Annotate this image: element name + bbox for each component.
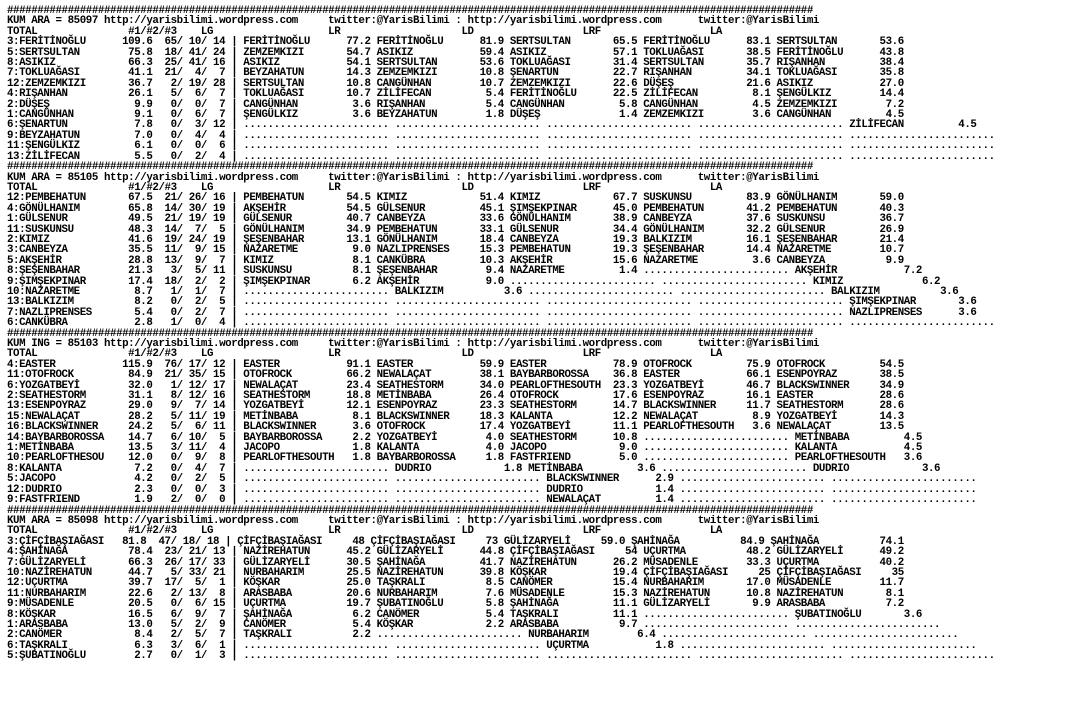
race-results-report [7,6,995,662]
horse-row: 4:ŞAHİNAĞA 78.4 23/ 21/ 13 | NAZİREHATUN 45.2 GÜLİZARYELİ 44.8 ÇİFÇİBAŞIAĞASI 54 UÇURTMA 48.2 GÜLİZARYELİ 49.2 [7,546,904,559]
horse-row: 12:DUDRIO 2.3 0/ 0/ 3 | ........................ ........................ DUDRIO 1.4 ........................ ........................ [7,483,977,496]
horse-row: 6:ŞENARTUN 7.8 0/ 3/ 12 | ........................ ........................ ........................ ........................ ZİLİFECAN 4.5 [7,119,977,132]
horse-row: 1:METİNBABA 13.5 3/ 11/ 4 | JACOPO 1.8 KALANTA 4.0 JACOPO 9.0 ........................ KALANTA 4.5 [7,442,922,455]
horse-row: 10:NAZARETME 8.7 1/ 1/ 7 | ........................ BALKIZIM 3.6 ........................ ........................ BALKIZIM 3.6 [7,285,959,298]
horse-row: 7:TOKLUAĞASI 41.1 21/ 4/ 7 | BEYZAHATUN 14.3 ZEMZEMKIZI 10.8 ŞENARTUN 22.7 RIŞANHAN 34.1 TOKLUAĞASI 35.8 [7,67,904,80]
horse-row: 6:YOZGATBEYİ 32.0 1/ 12/ 17 | NEWALAÇAT 23.4 SEATHESTORM 34.0 PEARLOFTHESOUTH 23.3 YOZGATBEYİ 46.7 BLACKSWINNER 34.9 [7,379,904,392]
horse-row: 8:KALANTA 7.2 0/ 4/ 7 | ........................ DUDRIO 1.8 METİNBABA 3.6 ........................ DUDRIO 3.6 [7,462,941,475]
horse-row: 16:BLACKSWINNER 24.2 5/ 6/ 11 | BLACKSWINNER 3.6 OTOFROCK 17.4 YOZGATBEYİ 11.1 PEARLOFTHESOUTH 3.6 NEWALAÇAT 13.5 [7,421,904,434]
horse-row: 5:ŞUBATINOĞLU 2.7 0/ 1/ 3 | ........................ ........................ ........................ ........................ ........................ [7,650,995,663]
horse-row: 13:ESENPOYRAZ 29.0 9/ 7/ 14 | YOZGATBEYİ 12.1 ESENPOYRAZ 23.3 SEATHESTORM 14.7 BLACKSWINNER 11.7 SEATHESTORM 28.6 [7,400,904,413]
horse-row: 10:PEARLOFTHESOU 12.0 0/ 9/ 8 | PEARLOFTHESOUTH 1.8 BAYBARBOROSSA 1.8 FASTFRIEND 5.0 ........................ PEARLOFTHESOUTH 3.6 [7,452,922,465]
horse-row: 13:ZİLİFECAN 5.5 0/ 2/ 4 | ........................ ........................ ........................ ........................ ........................ [7,150,995,163]
horse-row: 2:DÜŞEŞ 9.9 0/ 0/ 7 | CANGÜNHAN 3.6 RIŞANHAN 5.4 CANGÜNHAN 5.8 CANGÜNHAN 4.5 ZEMZEMKIZI 7.2 [7,98,904,111]
section-separator: ##################################################################################################################################### [7,161,813,174]
horse-row: 5:AKŞEHİR 28.8 13/ 9/ 7 | KIMIZ 8.1 CANKÜBRA 10.3 AKŞEHİR 15.6 NAZARETME 3.6 CANBEYZA 9.9 [7,254,904,267]
horse-row: 9:MÜSADENLE 20.5 0/ 6/ 15 | UÇURTMA 19.7 ŞUBATINOĞLU 5.8 ŞAHİNAĞA 11.1 GÜLİZARYELİ 9.9 ARASBABA 7.2 [7,598,904,611]
horse-row: 15:NEWALAÇAT 28.2 5/ 11/ 19 | METİNBABA 8.1 BLACKSWINNER 18.3 KALANTA 12.2 NEWALAÇAT 8.9 YOZGATBEYİ 14.3 [7,410,904,423]
horse-row: 11:OTOFROCK 84.9 21/ 35/ 15 | OTOFROCK 66.2 NEWALAÇAT 38.1 BAYBARBOROSSA 36.8 EASTER 66.1 ESENPOYRAZ 38.5 [7,369,904,382]
horse-row: 11:SUSKUNSU 48.3 14/ 7/ 5 | GÖNÜLHANIM 34.9 PEMBEHATUN 33.1 GÜLSENUR 34.4 GÖNÜLHANIM 32.2 GÜLSENUR 26.9 [7,223,904,236]
horse-row: 6:CANKÜBRA 2.8 1/ 0/ 4 | ........................ ........................ ........................ ........................ ........................ [7,317,995,330]
horse-row: 3:ÇİFÇİBAŞIAĞASI 81.8 47/ 18/ 18 | ÇİFÇİBAŞIAĞASI 48 ÇİFÇİBAŞIAĞASI 73 GÜLİZARYELİ 59.0 ŞAHİNAĞA 84.9 ŞAHİNAĞA 74.1 [7,535,904,548]
horse-row: 12:UÇURTMA 39.7 17/ 5/ 1 | KÖŞKAR 25.0 TAŞKRALI 8.5 CANÖMER 15.4 NURBAHARIM 17.0 MÜSADENLE 11.7 [7,577,904,590]
column-header: TOTAL #1/#2/#3 LG LR LD LRF LA [7,525,722,538]
horse-row: 2:SEATHESTORM 31.1 8/ 12/ 16 | SEATHESTORM 18.8 METİNBABA 26.4 OTOFROCK 17.6 ESENPOYRAZ 16.1 EASTER 28.6 [7,390,904,403]
horse-row: 1:GÜLSENUR 49.5 21/ 19/ 19 | GÜLSENUR 40.7 CANBEYZA 33.6 GÖNÜLHANIM 38.9 CANBEYZA 37.6 SUSKUNSU 36.7 [7,213,904,226]
horse-row: 8:ŞEŞENBAHAR 21.3 3/ 5/ 11 | SUSKUNSU 8.1 ŞEŞENBAHAR 9.4 NAZARETME 1.4 ........................ AKŞEHİR 7.2 [7,265,922,278]
section-separator: ##################################################################################################################################### [7,504,813,517]
horse-row: 4:GÖNÜLHANIM 65.8 14/ 30/ 19 | AKŞEHİR 54.5 GÜLSENUR 45.1 ŞIMŞEKPINAR 45.0 PEMBEHATUN 41.2 PEMBEHATUN 40.3 [7,202,904,215]
race-header: KUM ARA = 85097 http://yarisbilimi.wordpress.com twitter:@YarisBilimi : http://yarisbilimi.wordpress.com twitter:@YarisBilimi [7,15,819,28]
horse-row: 4:RIŞANHAN 26.1 5/ 6/ 7 | TOKLUAĞASI 10.7 ZİLİFECAN 5.4 FERİTİNOĞLU 22.5 ZİLİFECAN 8.1 ŞENGÜLKIZ 14.4 [7,88,904,101]
race-header: KUM ING = 85103 http://yarisbilimi.wordpress.com twitter:@YarisBilimi : http://yarisbilimi.wordpress.com twitter:@YarisBilimi [7,338,819,350]
horse-row: 4:EASTER 115.9 76/ 17/ 12 | EASTER 91.1 EASTER 59.9 EASTER 78.9 OTOFROCK 75.9 OTOFROCK 54.5 [7,358,904,371]
horse-row: 2:CANÖMER 8.4 2/ 5/ 7 | TAŞKRALI 2.2 ........................ NURBAHARIM 6.4 ........................ ........................ [7,629,959,642]
horse-row: 9:FASTFRIEND 1.9 2/ 0/ 0 | ........................ ........................ NEWALAÇAT 1.4 ........................ ........................ [7,494,977,507]
horse-row: 9:BEYZAHATUN 7.0 0/ 4/ 4 | ........................ ........................ ........................ ........................ ........................ [7,129,995,142]
section-separator: ##################################################################################################################################### [7,5,813,17]
column-header: TOTAL #1/#2/#3 LG LR LD LRF LA [7,25,722,38]
horse-row: 1:ARASBABA 13.0 5/ 2/ 9 | CANÖMER 5.4 KÖŞKAR 2.2 ARASBABA 9.7 ........................ ........................ [7,618,941,631]
horse-row: 7:GÜLİZARYELİ 66.3 26/ 17/ 33 | GÜLİZARYELİ 30.5 ŞAHİNAĞA 41.7 NAZİREHATUN 26.2 MÜSADENLE 33.3 UÇURTMA 40.2 [7,556,904,569]
race-header: KUM ARA = 85098 http://yarisbilimi.wordpress.com twitter:@YarisBilimi : http://yarisbilimi.wordpress.com twitter:@YarisBilimi [7,514,819,527]
horse-row: 2:KIMIZ 41.6 19/ 24/ 19 | ŞEŞENBAHAR 13.1 GÖNÜLHANIM 18.4 CANBEYZA 19.3 BALKIZIM 16.1 ŞEŞENBAHAR 21.4 [7,233,904,246]
horse-row: 1:CANGÜNHAN 9.1 0/ 6/ 7 | ŞENGÜLKIZ 3.6 BEYZAHATUN 1.8 DÜŞEŞ 1.4 ZEMZEMKIZI 3.6 CANGÜNHAN 4.5 [7,109,904,122]
horse-row: 10:NAZİREHATUN 44.7 5/ 33/ 21 | NURBAHARIM 25.5 NAZİREHATUN 39.8 KÖŞKAR 19.4 ÇİFÇİBAŞIAĞASI 25 ÇİFÇİBAŞIAĞASI 35 [7,566,904,579]
race-header: KUM ARA = 85105 http://yarisbilimi.wordpress.com twitter:@YarisBilimi : http://yarisbilimi.wordpress.com twitter:@YarisBilimi [7,171,819,184]
horse-row: 5:SERTSULTAN 75.8 18/ 41/ 24 | ZEMZEMKIZI 54.7 ASIKIZ 59.4 ASIKIZ 57.1 TOKLUAĞASI 38.5 FERİTİNOĞLU 43.8 [7,46,904,59]
horse-row: 12:ZEMZEMKIZI 36.7 2/ 19/ 28 | SERTSULTAN 10.8 CANGÜNHAN 10.7 ZEMZEMKIZI 22.6 DÜŞEŞ 21.6 ASIKIZ 27.0 [7,77,904,90]
horse-row: 8:KÖŞKAR 16.5 6/ 9/ 7 | ŞAHİNAĞA 6.2 CANÖMER 5.4 TAŞKRALI 11.1 ........................ ŞUBATINOĞLU 3.6 [7,608,922,621]
horse-row: 9:ŞIMŞEKPINAR 17.4 18/ 2/ 2 | ŞIMŞEKPINAR 6.2 AKŞEHİR 9.0 ........................ ........................ KIMIZ 6.2 [7,275,941,288]
column-header: TOTAL #1/#2/#3 LG LR LD LRF LA [7,181,722,194]
section-separator: ##################################################################################################################################### [7,327,813,340]
horse-row: 13:BALKIZIM 8.2 0/ 2/ 5 | ........................ ........................ ........................ ........................ ŞIMŞEKPINAR 3.6 [7,296,977,309]
horse-row: 6:TAŞKRALI 6.3 3/ 6/ 1 | ........................ ........................ UÇURTMA 1.8 ........................ ........................ [7,639,977,652]
horse-row: 3:FERİTİNOĞLU 109.6 65/ 10/ 14 | FERİTİNOĞLU 77.2 FERİTİNOĞLU 81.9 SERTSULTAN 65.5 FERİTİNOĞLU 83.1 SERTSULTAN 53.6 [7,36,904,49]
horse-row: 12:PEMBEHATUN 67.5 21/ 26/ 16 | PEMBEHATUN 54.5 KIMIZ 51.4 KIMIZ 67.7 SUSKUNSU 83.9 GÖNÜLHANIM 59.0 [7,192,904,205]
horse-row: 5:JACOPO 4.2 0/ 2/ 5 | ........................ ........................ BLACKSWINNER 2.9 ........................ ........................ [7,473,977,486]
column-header: TOTAL #1/#2/#3 LG LR LD LRF LA [7,348,722,361]
horse-row: 14:BAYBARBOROSSA 14.7 6/ 10/ 5 | BAYBARBOROSSA 2.2 YOZGATBEYİ 4.0 SEATHESTORM 10.8 ........................ METİNBABA 4.5 [7,431,922,444]
horse-row: 3:CANBEYZA 35.5 11/ 9/ 15 | NAZARETME 9.0 NAZLIPRENSES 15.3 PEMBEHATUN 19.3 ŞEŞENBAHAR 14.4 NAZARETME 10.7 [7,244,904,257]
horse-row: 11:NURBAHARIM 22.6 2/ 13/ 8 | ARASBABA 20.6 NURBAHARIM 7.6 MÜSADENLE 15.3 NAZİREHATUN 10.8 NAZİREHATUN 8.1 [7,587,904,600]
horse-row: 11:ŞENGÜLKIZ 6.1 0/ 0/ 6 | ........................ ........................ ........................ ........................ ........................ [7,140,995,153]
horse-row: 8:ASIKIZ 66.3 25/ 41/ 16 | ASIKIZ 54.1 SERTSULTAN 53.6 TOKLUAĞASI 31.4 SERTSULTAN 35.7 RIŞANHAN 38.4 [7,57,904,70]
horse-row: 7:NAZLIPRENSES 5.4 0/ 2/ 7 | ........................ ........................ ........................ ........................ NAZLIPRENSES 3.6 [7,306,977,319]
